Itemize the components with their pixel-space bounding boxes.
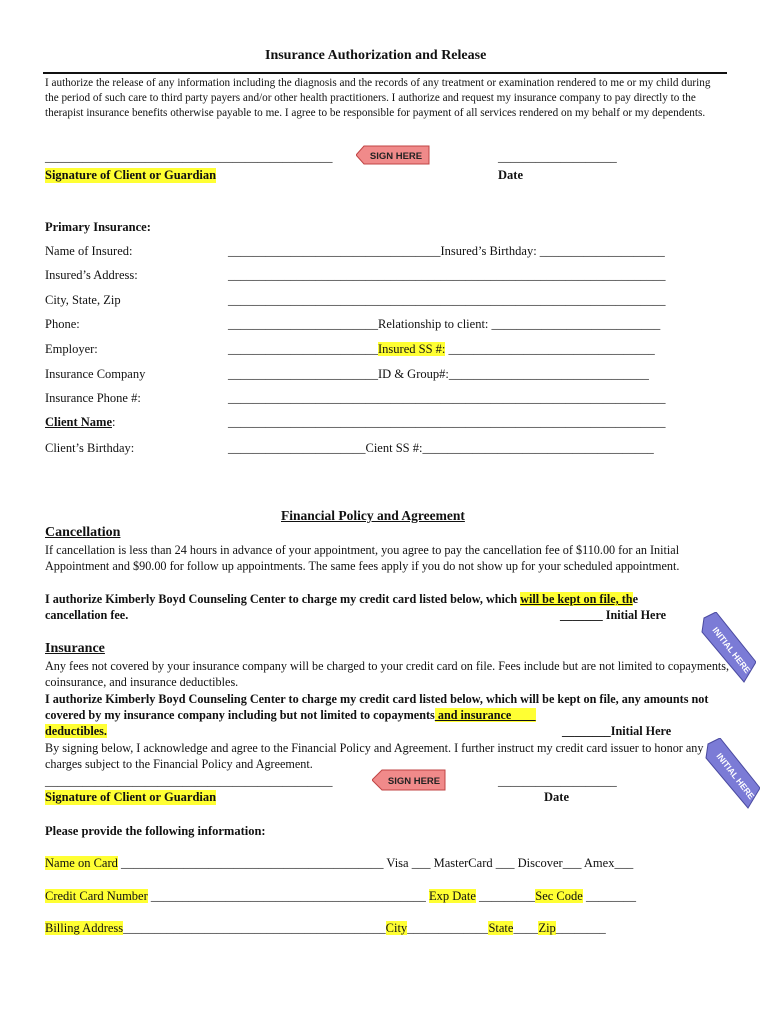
name-of-insured-field[interactable]: __________________________________Insured’s Birthday: ____________________ — [228, 244, 665, 258]
initial-here-field-1[interactable]: _______ Initial Here — [560, 608, 667, 622]
client-name-colon: : — [112, 415, 116, 429]
phone-field[interactable]: ________________________Relationship to client: ___________________________ — [228, 317, 661, 331]
acknowledgement-paragraph: By signing below, I acknowledge and agree to the Financial Policy and Agreement. I further instruct my credit card issuer to honor any charges subject to the Financial Policy and Agreement. — [45, 741, 704, 772]
signature-line-2[interactable]: ______________________________________________ — [45, 774, 333, 788]
client-birthday-label: Client’s Birthday: — [45, 441, 135, 455]
insurance-phone-label: Insurance Phone #: — [45, 391, 141, 405]
signature-label-2: Signature of Client or Guardian — [45, 790, 217, 804]
zip-field[interactable]: ________ — [555, 921, 606, 935]
employer-label: Employer: — [45, 342, 98, 356]
name-of-insured-label: Name of Insured: — [45, 244, 133, 258]
credit-card-number-field[interactable]: ____________________________________________ — [147, 889, 430, 903]
insurance-phone-field[interactable]: ______________________________________________________________________ — [228, 391, 666, 405]
initial-here-text-2: INITIAL HERE — [714, 751, 757, 802]
employer-field[interactable] — [228, 342, 655, 357]
cancel-auth-end: e — [632, 592, 638, 606]
sign-here-tag-1 — [356, 145, 430, 170]
name-on-card-field[interactable]: __________________________________________ Visa ___ MasterCard ___ Discover___ Amex___ — [117, 856, 634, 870]
cancellation-authorization — [45, 592, 638, 607]
payment-info-heading: Please provide the following information: — [45, 824, 266, 838]
client-name-field[interactable]: ______________________________________________________________________ — [228, 415, 666, 429]
insured-address-label: Insured’s Address: — [45, 268, 138, 282]
name-on-card-row — [45, 856, 633, 871]
billing-address-row — [45, 921, 606, 936]
insured-ss-label: Insured SS #: — [378, 342, 446, 356]
title-divider — [43, 72, 727, 74]
employer-line: ________________________ — [228, 342, 378, 356]
client-birthday-field[interactable]: ______________________Cient SS #:_____________________________________ — [228, 441, 654, 455]
city-state-zip-label: City, State, Zip — [45, 293, 121, 307]
sign-here-text-1: SIGN HERE — [369, 151, 423, 162]
insurance-company-field[interactable]: ________________________ID & Group#:________________________________ — [228, 367, 649, 381]
zip-label: Zip — [538, 921, 556, 935]
client-name-text: Client Name — [45, 415, 112, 429]
signature-label-1: Signature of Client or Guardian — [45, 168, 217, 182]
insured-ss-line: _________________________________ — [445, 342, 655, 356]
name-on-card-label: Name on Card — [45, 856, 118, 870]
authorization-paragraph: I authorize the release of any information including the diagnosis and the records of any treatment or examination rendered to me or my child during the period of such care to third party payers and/or other health practitioners. I authorize and request my insurance company to pay directly to the therapist insurance benefits otherwise payable to me. I agree to be responsible for payment of all services rendered on my behalf or my dependents. — [45, 77, 711, 119]
sec-code-field[interactable]: ________ — [582, 889, 636, 903]
cancellation-heading: Cancellation — [45, 525, 121, 540]
credit-card-row — [45, 889, 636, 904]
ins-auth-text: I authorize Kimberly Boyd Counseling Center to charge my credit card listed below, which will be kept on file, any amounts not covered by my insurance company including but not limited to copayments — [45, 692, 709, 723]
date-label-2: Date — [544, 790, 569, 804]
state-field[interactable]: ____ — [513, 921, 539, 935]
insurance-heading: Insurance — [45, 641, 105, 656]
cancel-auth-text: I authorize Kimberly Boyd Counseling Center to charge my credit card listed below, which — [45, 592, 521, 606]
initial-here-text-1: INITIAL HERE — [710, 625, 753, 676]
date-line-2[interactable]: ___________________ — [498, 774, 617, 788]
sec-code-label: Sec Code — [535, 889, 583, 903]
cancellation-paragraph: If cancellation is less than 24 hours in advance of your appointment, you agree to pay the cancellation fee of $110.00 for an Initial Appointment and $90.00 for follow up appointments. The same fees apply if you do not show up for your scheduled appointment. — [45, 543, 680, 574]
city-state-zip-field[interactable]: ______________________________________________________________________ — [228, 293, 666, 307]
initial-here-field-2[interactable]: ________Initial Here — [562, 724, 672, 738]
sign-here-tag-2 — [372, 769, 446, 796]
credit-card-number-label: Credit Card Number — [45, 889, 148, 903]
billing-address-field[interactable]: __________________________________________ — [123, 921, 386, 935]
exp-date-label: Exp Date — [429, 889, 476, 903]
ins-auth-highlight: and insurance — [434, 708, 536, 723]
insurance-company-label: Insurance Company — [45, 367, 146, 381]
city-label: City — [385, 921, 408, 935]
date-line-1[interactable]: ___________________ — [498, 150, 617, 164]
page-title: Insurance Authorization and Release — [265, 48, 487, 63]
signature-line-1[interactable]: ______________________________________________ — [45, 150, 333, 164]
cancellation-fee-text: cancellation fee. — [45, 608, 129, 622]
date-label-1: Date — [498, 168, 523, 182]
financial-policy-heading: Financial Policy and Agreement — [281, 508, 465, 523]
exp-date-field[interactable]: _________ — [475, 889, 536, 903]
billing-address-label: Billing Address — [45, 921, 124, 935]
phone-label: Phone: — [45, 317, 80, 331]
primary-insurance-heading: Primary Insurance: — [45, 220, 151, 234]
insurance-paragraph: Any fees not covered by your insurance company will be charged to your credit card on file. Fees include but are not limited to copayments, coinsurance, and insurance deductibles. — [45, 659, 730, 690]
state-label: State — [488, 921, 514, 935]
ins-auth-deductibles: deductibles. — [45, 724, 107, 739]
client-name-label — [45, 415, 115, 430]
sign-here-text-2: SIGN HERE — [387, 776, 441, 787]
city-field[interactable]: _____________ — [407, 921, 489, 935]
cancel-auth-highlight: will be kept on file, th — [520, 592, 633, 606]
insured-address-field[interactable]: ______________________________________________________________________ — [228, 268, 666, 282]
